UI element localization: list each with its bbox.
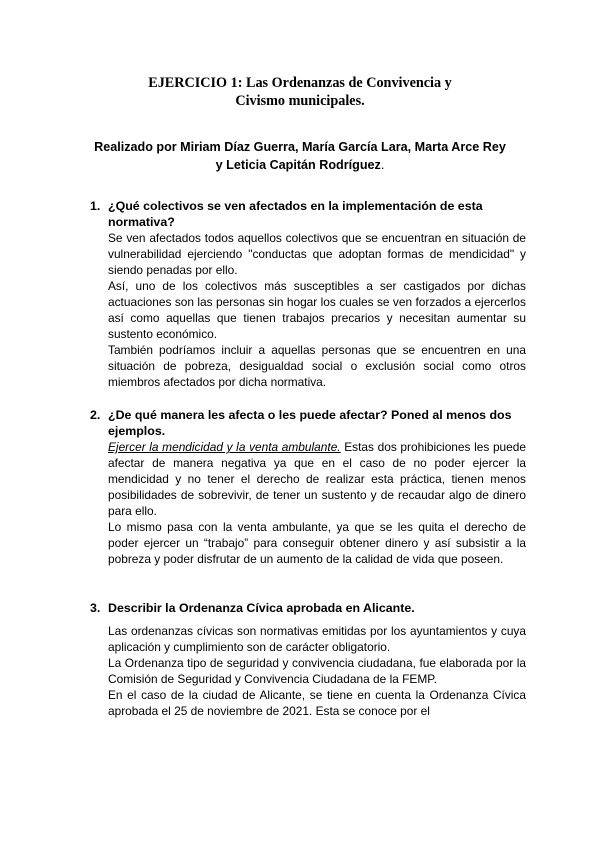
authors <box>60 138 540 174</box>
question-text: ¿Qué colectivos se ven afectados en la implementación de esta normativa? <box>108 199 483 229</box>
question-3 <box>90 600 526 616</box>
lead-rest: Estas dos prohibiciones les puede afectar de manera negativa ya que en el caso de no poder ejercer la mendicidad y no tener el derecho de realizar esta práctica, tienen menos posibilidades de sobrevivir, de tener un sustento y de recaudar algo de dinero para ello. <box>108 440 527 518</box>
section-1 <box>90 198 526 390</box>
title-line-1: EJERCICIO 1: Las Ordenanzas de Convivencia y <box>148 75 452 91</box>
question-1 <box>90 198 526 230</box>
paragraph <box>108 439 526 519</box>
paragraph: Se ven afectados todos aquellos colectivos que se encuentran en situación de vulnerabilidad ejerciendo "conductas que adoptan formas de mendicidad" y siendo penadas por ello. <box>108 231 526 277</box>
paragraph: Así, uno de los colectivos más susceptibles a ser castigados por dichas actuaciones son las personas sin hogar los cuales se ven forzados a ejercerlos así como aquellas que tienen trabajos precarios y necesitan aumentar su sustento económico. <box>108 279 526 341</box>
question-text: ¿De qué manera les afecta o les puede afectar? Poned al menos dos ejemplos. <box>108 408 512 438</box>
paragraph: En el caso de la ciudad de Alicante, se tiene en cuenta la Ordenanza Cívica aprobada el 25 de noviembre de 2021. Esta se conoce por el <box>108 688 526 718</box>
authors-line-2: y Leticia Capitán Rodríguez <box>215 158 381 172</box>
authors-end: . <box>380 158 385 172</box>
answer-2 <box>108 439 526 567</box>
authors-line-1: Realizado por Miriam Díaz Guerra, María García Lara, Marta Arce Rey <box>94 140 506 154</box>
paragraph: La Ordenanza tipo de seguridad y convivencia ciudadana, fue elaborada por la Comisión de Seguridad y Convivencia Ciudadana de la FEMP. <box>108 656 526 686</box>
question-number: 1. <box>90 199 101 213</box>
question-number: 3. <box>90 601 101 615</box>
question-text: Describir la Ordenanza Cívica aprobada en Alicante. <box>108 601 415 615</box>
question-number: 2. <box>90 408 101 422</box>
title-line-2: Civismo municipales. <box>235 93 365 109</box>
section-2 <box>90 407 526 567</box>
paragraph: Lo mismo pasa con la venta ambulante, ya que se les quita el derecho de poder ejercer un “trabajo” para conseguir obtener dinero y así subsistir a la pobreza y poder disfrutar de un aumento de la calidad de vida que poseen. <box>108 520 526 566</box>
authors-line-2-wrap <box>60 156 540 174</box>
section-3 <box>90 600 526 719</box>
paragraph: También podríamos incluir a aquellas personas que se encuentren en una situación de pobreza, desigualdad social o exclusión social como otros miembros afectados por dicha normativa. <box>108 343 526 389</box>
paragraph: Las ordenanzas cívicas son normativas emitidas por los ayuntamientos y cuya aplicación y cumplimiento son de carácter obligatorio. <box>108 624 526 654</box>
answer-3 <box>108 623 526 719</box>
underlined-lead: Ejercer la mendicidad y la venta ambulante. <box>108 440 341 454</box>
question-2 <box>90 407 526 439</box>
answer-1 <box>108 230 526 390</box>
document-title <box>60 74 540 110</box>
